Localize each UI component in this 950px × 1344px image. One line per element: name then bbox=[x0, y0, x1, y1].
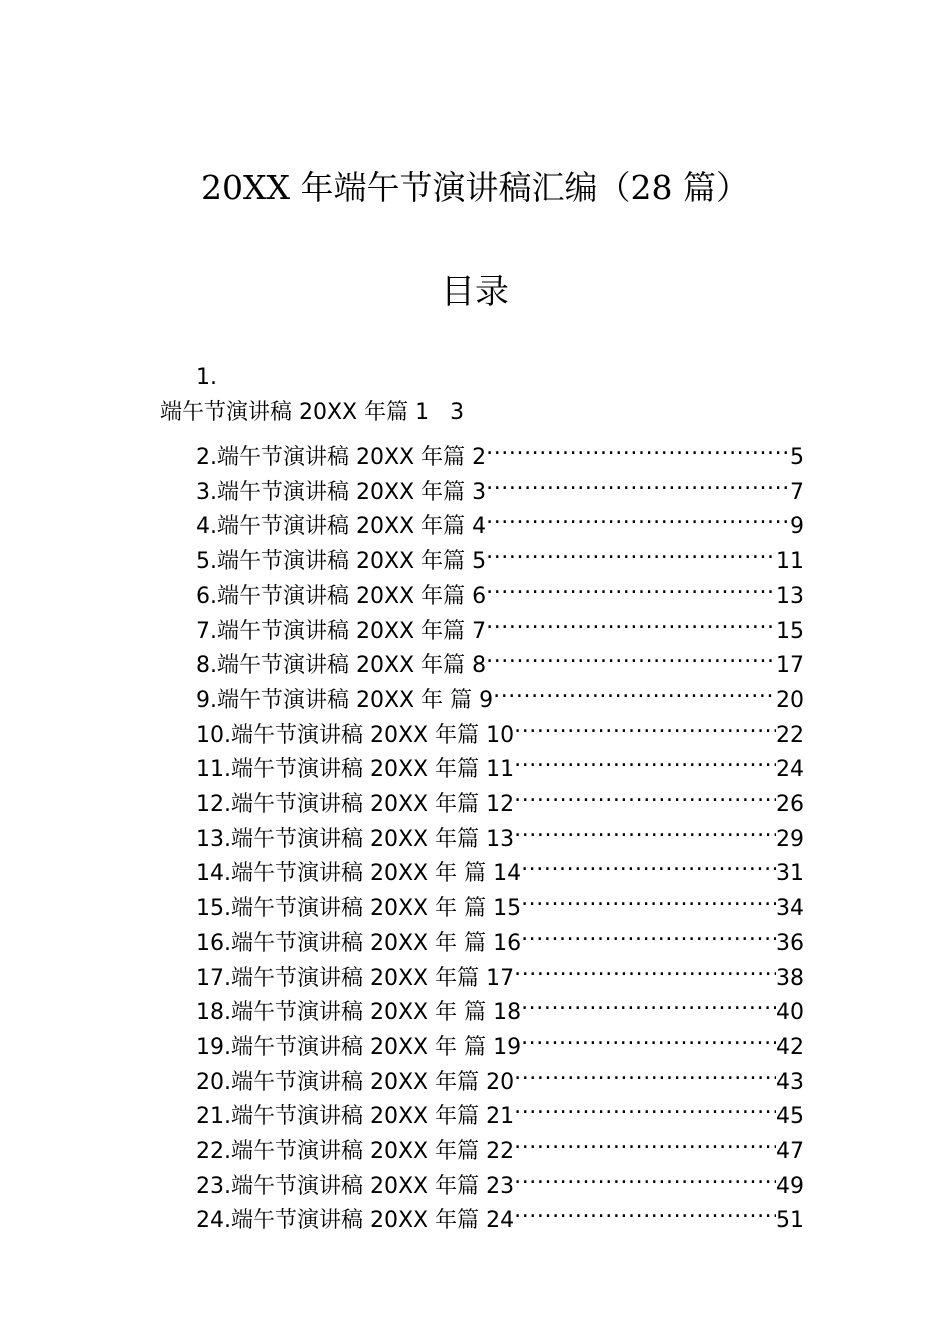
toc-dot-leader bbox=[514, 1091, 776, 1123]
toc-entry bbox=[196, 675, 804, 713]
toc-first-entry bbox=[160, 397, 464, 429]
toc-dot-leader bbox=[486, 501, 790, 533]
toc-entry-title: 22.端午节演讲稿 20XX 年篇 22 bbox=[196, 1139, 515, 1164]
toc-first-entry-number: 1. bbox=[196, 365, 217, 390]
toc-entry-page: 34 bbox=[776, 896, 804, 922]
toc-entry bbox=[196, 640, 804, 679]
toc-entry bbox=[196, 571, 804, 609]
toc-entry-page: 17 bbox=[776, 653, 804, 679]
toc-entry-title: 16.端午节演讲稿 20XX 年 篇 16 bbox=[196, 930, 522, 956]
toc-entry-page: 43 bbox=[776, 1069, 804, 1095]
toc-entry-page: 11 bbox=[776, 549, 804, 575]
toc-entry-page: 24 bbox=[776, 757, 804, 783]
toc-entry-title: 6.端午节演讲稿 20XX 年篇 6 bbox=[196, 583, 487, 609]
toc-entry bbox=[196, 744, 804, 783]
toc-entry bbox=[196, 432, 804, 470]
toc-entry-title: 11.端午节演讲稿 20XX 年篇 11 bbox=[196, 757, 515, 783]
toc-entry-title: 10.端午节演讲稿 20XX 年篇 10 bbox=[196, 722, 515, 748]
toc-entry-page: 51 bbox=[776, 1208, 804, 1234]
toc-entry-title: 14.端午节演讲稿 20XX 年 篇 14 bbox=[196, 861, 522, 887]
toc-entry bbox=[196, 1057, 804, 1095]
toc-entry bbox=[196, 848, 804, 887]
toc-entry-title: 15.端午节演讲稿 20XX 年 篇 15 bbox=[196, 896, 522, 922]
toc-entry-title: 21.端午节演讲稿 20XX 年篇 21 bbox=[196, 1104, 515, 1130]
toc-entry bbox=[196, 710, 804, 748]
toc-dot-leader bbox=[493, 675, 776, 707]
toc-entry bbox=[196, 1195, 804, 1234]
toc-dot-leader bbox=[486, 432, 790, 464]
toc-dot-leader bbox=[521, 918, 776, 950]
toc-entry-title: 2.端午节演讲稿 20XX 年篇 2 bbox=[196, 445, 487, 470]
toc-entry bbox=[196, 501, 804, 540]
toc-dot-leader bbox=[486, 606, 776, 638]
toc-entry bbox=[196, 987, 804, 1026]
toc-entry bbox=[196, 883, 804, 922]
toc-entry-page: 3 bbox=[450, 400, 465, 425]
toc-dot-leader bbox=[521, 987, 776, 1019]
toc-dot-leader bbox=[486, 467, 790, 499]
toc-entry-page: 29 bbox=[776, 826, 804, 852]
toc-dot-leader bbox=[486, 571, 776, 603]
toc-entry-title: 20.端午节演讲稿 20XX 年篇 20 bbox=[196, 1069, 515, 1095]
toc-entry-page: 22 bbox=[776, 722, 804, 748]
toc-dot-leader bbox=[514, 710, 776, 742]
toc-dot-leader bbox=[514, 744, 776, 776]
toc-entry-page: 45 bbox=[776, 1104, 804, 1130]
toc-entry-page: 5 bbox=[790, 445, 804, 470]
toc-entry bbox=[196, 779, 804, 817]
toc-dot-leader bbox=[521, 848, 776, 880]
toc-dot-leader bbox=[514, 779, 776, 811]
toc-entry bbox=[196, 1161, 804, 1199]
toc-entry bbox=[196, 606, 804, 644]
toc-entry-title: 13.端午节演讲稿 20XX 年篇 13 bbox=[196, 826, 515, 852]
toc-entry-title: 9.端午节演讲稿 20XX 年 篇 9 bbox=[196, 687, 494, 713]
toc-entry-page: 13 bbox=[776, 583, 804, 609]
toc-entry-page: 31 bbox=[776, 861, 804, 887]
toc-entry-title: 24.端午节演讲稿 20XX 年篇 24 bbox=[196, 1208, 515, 1234]
toc-entry-page: 20 bbox=[776, 687, 804, 713]
toc-dot-leader bbox=[514, 1161, 776, 1193]
toc-entry-page: 40 bbox=[776, 1000, 804, 1026]
toc-entry bbox=[196, 918, 804, 956]
toc-dot-leader bbox=[514, 1195, 776, 1227]
toc-entry-title: 23.端午节演讲稿 20XX 年篇 23 bbox=[196, 1173, 515, 1199]
toc-entry-title: 8.端午节演讲稿 20XX 年篇 8 bbox=[196, 653, 487, 679]
toc-entry-page: 9 bbox=[790, 514, 804, 540]
toc-dot-leader bbox=[514, 953, 776, 985]
toc-entry-page: 49 bbox=[776, 1173, 804, 1199]
toc-entry-page: 36 bbox=[776, 930, 804, 956]
toc-entry-title: 7.端午节演讲稿 20XX 年篇 7 bbox=[196, 618, 487, 644]
toc-entry-page: 42 bbox=[776, 1034, 804, 1060]
toc-entry bbox=[196, 953, 804, 991]
toc-entry-title: 5.端午节演讲稿 20XX 年篇 5 bbox=[196, 549, 487, 575]
toc-heading: 目录 bbox=[441, 272, 509, 312]
toc-dot-leader bbox=[514, 814, 776, 846]
toc-dot-leader bbox=[486, 536, 776, 568]
toc-entry-title: 17.端午节演讲稿 20XX 年篇 17 bbox=[196, 965, 515, 991]
toc-dot-leader bbox=[486, 640, 776, 672]
toc-entry bbox=[196, 1022, 804, 1060]
toc-entry-page: 7 bbox=[790, 479, 804, 505]
toc-dot-leader bbox=[521, 883, 776, 915]
toc-entry-title: 3.端午节演讲稿 20XX 年篇 3 bbox=[196, 479, 487, 505]
toc-entry bbox=[196, 1126, 804, 1164]
toc-entry bbox=[196, 467, 804, 505]
document-title: 20XX 年端午节演讲稿汇编（28 篇） bbox=[201, 168, 749, 207]
toc-entry-page: 38 bbox=[776, 965, 804, 991]
toc-entry-page: 26 bbox=[776, 792, 804, 817]
toc-dot-leader bbox=[514, 1126, 776, 1158]
toc-entry bbox=[196, 1091, 804, 1130]
toc-entry-title: 12.端午节演讲稿 20XX 年篇 12 bbox=[196, 792, 515, 817]
toc-entry bbox=[196, 814, 804, 852]
toc-dot-leader bbox=[514, 1057, 776, 1089]
toc-entry-page: 15 bbox=[776, 618, 804, 644]
toc-entry-title: 19.端午节演讲稿 20XX 年 篇 19 bbox=[196, 1034, 522, 1060]
toc-dot-leader bbox=[521, 1022, 776, 1054]
toc-entry-page: 47 bbox=[776, 1139, 804, 1164]
toc-entry-title: 18.端午节演讲稿 20XX 年 篇 18 bbox=[196, 1000, 522, 1026]
toc-entry-title: 4.端午节演讲稿 20XX 年篇 4 bbox=[196, 514, 487, 540]
toc-entry bbox=[196, 536, 804, 575]
toc-entry-title: 端午节演讲稿 20XX 年篇 1 bbox=[160, 400, 430, 425]
